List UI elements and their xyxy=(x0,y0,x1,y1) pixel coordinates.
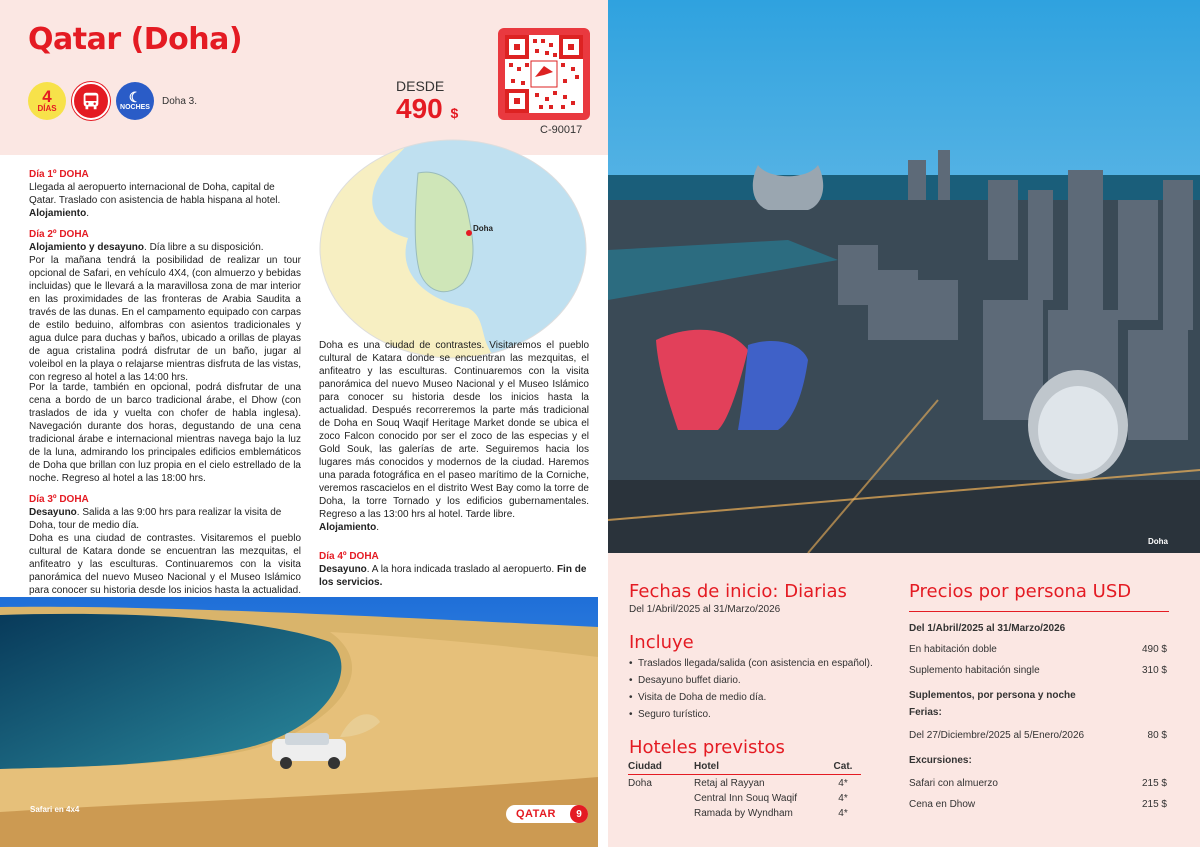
price-row xyxy=(909,730,1167,741)
page-number: 9 xyxy=(570,805,588,823)
day4-title: Día 4º DOHA xyxy=(319,551,379,562)
days-icon xyxy=(28,82,66,120)
qatar-map xyxy=(318,138,588,360)
hotel-name: Ramada by Wyndham xyxy=(694,808,793,819)
day3-intro-text: . Salida a las 9:00 hrs para realizar la visita de Doha, tour de medio día. xyxy=(29,507,282,531)
price-value: 490 $ xyxy=(1141,644,1167,655)
day1-title: Día 1º DOHA xyxy=(29,169,89,180)
precios-divider xyxy=(909,611,1169,612)
price-label: En habitación doble xyxy=(909,644,997,655)
price-value: 215 $ xyxy=(1141,799,1167,810)
day2-title: Día 2º DOHA xyxy=(29,229,89,240)
hotel-col-hotel: Hotel xyxy=(694,761,825,775)
day1-bold: Alojamiento xyxy=(29,208,87,219)
days-label: DÍAS xyxy=(37,104,57,113)
suplementos-title-row xyxy=(909,690,1167,701)
incluye-item: • Seguro turístico. xyxy=(629,709,873,720)
day4-body: . A la hora indicada traslado al aeropuerto. xyxy=(366,564,555,575)
safari-caption: Safari en 4x4 xyxy=(30,805,80,814)
ferias-title: Ferias: xyxy=(909,707,942,718)
map-label-doha: Doha xyxy=(473,224,493,233)
hoteles-title: Hoteles previstos xyxy=(629,737,785,758)
price-block xyxy=(396,78,458,128)
hotel-city xyxy=(628,790,694,805)
price-label: Safari con almuerzo xyxy=(909,778,998,789)
day1-body: Llegada al aeropuerto internacional de Doha, capital de Qatar. Traslado con asistencia de habla hispana al hotel. xyxy=(29,182,281,206)
days-number: 4 xyxy=(42,87,52,106)
desde-label: DESDE xyxy=(396,78,445,94)
right-page xyxy=(608,0,1200,847)
page-title: Qatar (Doha) xyxy=(28,22,243,57)
day3-end-bold: Alojamiento xyxy=(319,522,377,533)
excursiones-title: Excursiones: xyxy=(909,755,972,766)
city-illustration xyxy=(608,0,1200,553)
incluye-item: • Visita de Doha de medio día. xyxy=(629,692,873,703)
table-row xyxy=(628,775,861,791)
hotel-table-header xyxy=(628,761,861,775)
qr-code[interactable] xyxy=(498,28,590,120)
product-code: C-90017 xyxy=(540,124,583,136)
price-value xyxy=(396,94,458,128)
ferias-title-row xyxy=(909,707,1167,718)
price-table xyxy=(909,623,1167,810)
price-currency: $ xyxy=(450,105,459,121)
excursiones-title-row xyxy=(909,755,1167,766)
bus-icon xyxy=(72,82,110,120)
precios-title: Precios por persona USD xyxy=(909,581,1132,602)
price-amount: 490 xyxy=(396,93,443,124)
doha-city-photo xyxy=(608,0,1200,553)
hotel-col-city: Ciudad xyxy=(628,761,694,775)
hotel-cat: 4* xyxy=(838,793,848,804)
price-row xyxy=(909,644,1167,655)
day4-end-bold: Fin de los servicios. xyxy=(319,564,587,588)
price-value: 215 $ xyxy=(1141,778,1167,789)
day3-title: Día 3º DOHA xyxy=(29,494,89,505)
price-period: Del 1/Abril/2025 al 31/Marzo/2026 xyxy=(909,623,1066,634)
city-caption: Doha xyxy=(1148,537,1168,546)
hotel-col-cat: Cat. xyxy=(825,761,861,775)
day2-p2: Por la tarde, también en opcional, podrá disfrutar de una cena a bordo de un barco tradicional árabe, el Dhow (con traslados de ida y vuelta con chofer de habla inglesa). Navegación durante dos horas, degustando de una cena tradicional árabe e internacional mientras navega bajo la luz de la luna, admirando los principales edificios emblemáticos de Doha que brillan con luz propia en el cielo estrellado de la noche. Regreso al hotel a las 18:00 hrs. xyxy=(29,382,301,484)
fechas-subtitle: Del 1/Abril/2025 al 31/Marzo/2026 xyxy=(629,604,781,615)
itinerary-col-2 xyxy=(319,340,589,589)
day4-bold: Desayuno xyxy=(319,564,367,575)
trip-icons xyxy=(28,82,197,120)
country-label: QATAR xyxy=(516,808,556,820)
day3-p1: Doha es una ciudad de contrastes. Visitaremos el pueblo cultural de Katara donde se encuentran las mezquitas, el anfiteatro y las esculturas. Continuaremos con la visita panorámica del nuevo Museo Nacional y el Museo Islámico para conocer su historia desde los inicios hasta la actualidad. xyxy=(29,533,301,596)
nights-label: NOCHES xyxy=(120,104,150,111)
price-row xyxy=(909,665,1167,676)
day3-end: Alojamiento. xyxy=(319,522,380,533)
bus-glyph xyxy=(80,90,102,112)
hotel-city xyxy=(628,805,694,820)
country-tab xyxy=(506,805,588,823)
day3-intro xyxy=(29,506,301,532)
moon-icon: ☾ xyxy=(128,89,142,105)
qr-pattern xyxy=(505,35,583,113)
nights-text: Doha 3. xyxy=(162,95,198,107)
hotel-name: Retaj al Rayyan xyxy=(694,778,765,789)
suplementos-title: Suplementos, por persona y noche xyxy=(909,690,1076,701)
hotel-cat: 4* xyxy=(838,808,848,819)
table-row xyxy=(628,805,861,820)
hotel-name: Central Inn Souq Waqif xyxy=(694,793,798,804)
day2-intro xyxy=(29,241,301,254)
day3-continued xyxy=(319,340,589,521)
day1-text: Llegada al aeropuerto internacional de Doha, capital de Qatar. Traslado con asistencia de habla hispana al hotel. Alojamiento. xyxy=(29,182,281,219)
hotel-table xyxy=(628,761,861,820)
price-row xyxy=(909,778,1167,789)
incluye-item: • Traslados llegada/salida (con asistencia en español). xyxy=(629,658,873,669)
itinerary-col-1b xyxy=(29,381,301,596)
fechas-title: Fechas de inicio: Diarias xyxy=(629,581,847,602)
hotel-cat: 4* xyxy=(838,778,848,789)
day2-p1: Por la mañana tendrá la posibilidad de realizar un tour opcional de Safari, en vehículo 4X4, (con almuerzo y bebidas incluidas) que le llevará a la maravillosa zona de mar interior en las proximidades de las fronteras de Arabia Saudita a través de las dunas. En el campamento equipado con carpas de estilo beduino, alfombras con asientos tradicionales y agua dulce para duchas y baños, ubicado a orillas de playas de agua cristalina podrá disfrutar de un baño, jugar al voleibol en la playa o relajarse mientras disfruta de las vistas, con regreso al hotel a las 14:00 hrs. xyxy=(29,255,301,383)
day4-text xyxy=(319,563,589,589)
qr-glyph xyxy=(505,35,583,113)
incluye-title: Incluye xyxy=(629,632,694,653)
incluye-item: • Desayuno buffet diario. xyxy=(629,675,873,686)
price-label: Cena en Dhow xyxy=(909,799,976,810)
day2-bold: Alojamiento y desayuno xyxy=(29,242,145,253)
table-row xyxy=(628,790,861,805)
price-value: 80 $ xyxy=(1147,730,1167,741)
hotel-city: Doha xyxy=(628,778,652,789)
doha-pin-icon xyxy=(466,230,472,236)
day3-continued-text: Doha es una ciudad de contrastes. Visitaremos el pueblo cultural de Katara donde se encuentran las mezquitas, el anfiteatro y las esculturas. Continuaremos con la visita panorámica del nuevo Museo Nacional y el Museo Islámico para conocer su historia desde los inicios hasta la actualidad. Después recorreremos la parte más tradicional de Doha en Souq Waqif Heritage Market donde se ubica el zoco Falcon conocido por ser el zoco de las especias y el Gold Souk, las galerías de arte. Seguiremos hacia los lugares más conocidos y modernos de la ciudad. Haremos una parada fotográfica en el paseo marítimo de la Corniche, veremos rascacielos en el distrito West Bay como la torre de Doha, la torre Tornado y los edificios gubernamentales. Regreso a las 13:00 hrs al hotel. Tarde libre. xyxy=(319,340,589,520)
price-label: Del 27/Diciembre/2025 al 5/Enero/2026 xyxy=(909,730,1085,741)
itinerary-col-1 xyxy=(29,168,301,384)
price-value: 310 $ xyxy=(1141,665,1167,676)
price-label: Suplemento habitación single xyxy=(909,665,1040,676)
day2-intro-text: . Día libre a su disposición. xyxy=(144,242,264,253)
incluye-list xyxy=(629,658,873,726)
day3-bold: Desayuno xyxy=(29,507,77,518)
nights-icon xyxy=(116,82,154,120)
price-row xyxy=(909,799,1167,810)
price-period-row xyxy=(909,623,1167,634)
